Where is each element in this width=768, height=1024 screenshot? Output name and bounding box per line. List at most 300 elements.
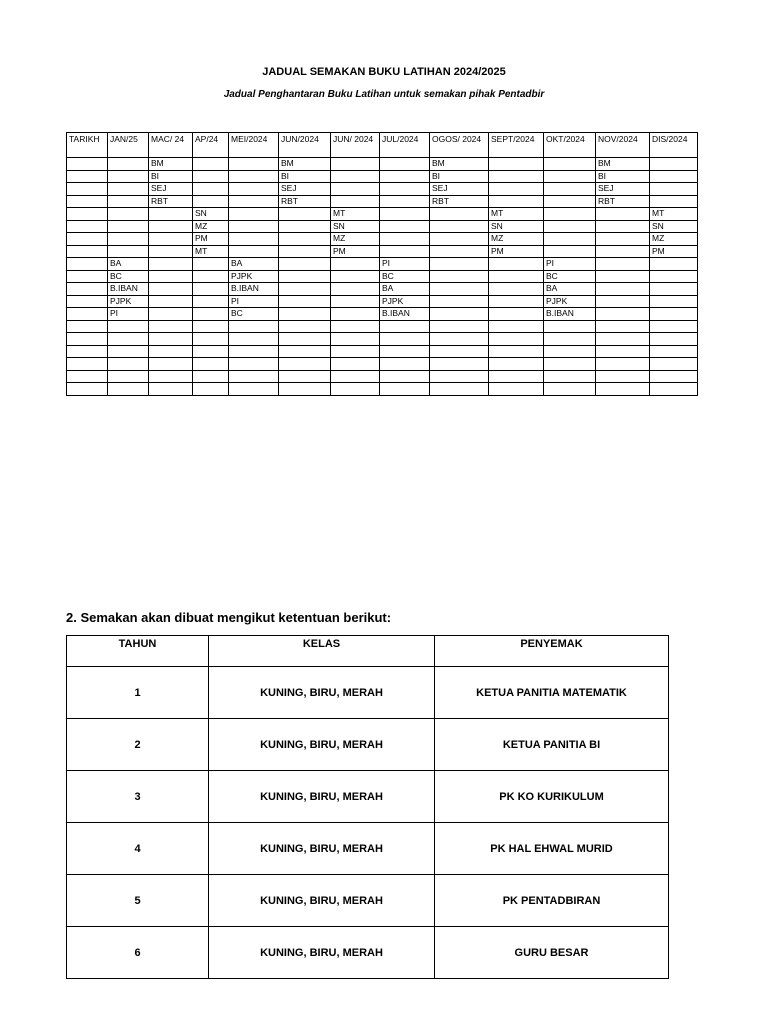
table-cell — [544, 195, 596, 208]
table-row — [67, 170, 698, 183]
table-cell — [331, 308, 380, 321]
table-cell — [331, 170, 380, 183]
table-cell: SN — [331, 220, 380, 233]
table-cell — [331, 158, 380, 171]
table-cell: KETUA PANITIA MATEMATIK — [435, 667, 669, 719]
table-cell — [229, 170, 279, 183]
table-cell: 3 — [67, 771, 209, 823]
table-cell — [229, 358, 279, 371]
table-cell: BA — [229, 258, 279, 271]
table-cell: RBT — [596, 195, 650, 208]
table-cell — [149, 320, 193, 333]
table-cell — [279, 208, 331, 221]
table-cell — [229, 383, 279, 396]
table-cell — [108, 183, 149, 196]
table-cell: RBT — [430, 195, 489, 208]
table-row — [67, 295, 698, 308]
table-cell: KETUA PANITIA BI — [435, 719, 669, 771]
table-row — [67, 270, 698, 283]
table-cell — [67, 320, 108, 333]
table-cell: PJPK — [544, 295, 596, 308]
table-cell — [596, 308, 650, 321]
table-cell — [650, 320, 698, 333]
table-cell — [108, 233, 149, 246]
table-cell: BM — [430, 158, 489, 171]
table-cell — [430, 283, 489, 296]
table-cell — [149, 220, 193, 233]
table-cell — [67, 170, 108, 183]
table-cell — [229, 370, 279, 383]
table-cell — [489, 358, 544, 371]
schedule-column-header: OKT/2024 — [544, 133, 596, 158]
table-row — [67, 195, 698, 208]
table-cell — [279, 333, 331, 346]
table-cell: BI — [430, 170, 489, 183]
table-cell — [279, 220, 331, 233]
table-cell: PJPK — [108, 295, 149, 308]
table-cell — [149, 308, 193, 321]
schedule-column-header: MAC/ 24 — [149, 133, 193, 158]
table-cell — [430, 370, 489, 383]
table-cell: B.IBAN — [544, 308, 596, 321]
table-cell — [279, 383, 331, 396]
table-cell — [193, 183, 229, 196]
schedule-column-header: TARIKH — [67, 133, 108, 158]
table-cell — [279, 245, 331, 258]
table-cell: SEJ — [149, 183, 193, 196]
schedule-header-row — [67, 133, 698, 158]
table-cell — [544, 208, 596, 221]
schedule-column-header: JUL/2024 — [380, 133, 430, 158]
table-cell — [67, 158, 108, 171]
table-row — [67, 183, 698, 196]
table-cell: MT — [331, 208, 380, 221]
table-cell: MZ — [331, 233, 380, 246]
table-cell — [108, 358, 149, 371]
table-cell — [489, 320, 544, 333]
table-cell — [193, 308, 229, 321]
table-cell — [380, 158, 430, 171]
table-cell — [430, 220, 489, 233]
table-cell — [380, 220, 430, 233]
table-cell — [430, 295, 489, 308]
table-row — [67, 333, 698, 346]
table-cell — [596, 208, 650, 221]
table-cell — [67, 308, 108, 321]
table-row — [67, 158, 698, 171]
review-column-header: TAHUN — [67, 636, 209, 667]
table-row — [67, 927, 669, 979]
table-cell — [380, 170, 430, 183]
table-cell — [108, 208, 149, 221]
table-cell: 6 — [67, 927, 209, 979]
table-cell — [149, 295, 193, 308]
table-cell — [650, 283, 698, 296]
table-cell — [229, 333, 279, 346]
table-cell — [596, 283, 650, 296]
table-cell — [193, 158, 229, 171]
table-cell: KUNING, BIRU, MERAH — [209, 927, 435, 979]
table-cell — [489, 333, 544, 346]
table-cell — [331, 370, 380, 383]
table-cell: PK KO KURIKULUM — [435, 771, 669, 823]
table-cell — [430, 333, 489, 346]
table-cell — [193, 320, 229, 333]
table-cell — [650, 270, 698, 283]
table-cell — [380, 320, 430, 333]
table-cell — [108, 245, 149, 258]
table-cell — [596, 295, 650, 308]
table-cell — [489, 295, 544, 308]
table-cell — [430, 383, 489, 396]
table-cell: SEJ — [279, 183, 331, 196]
table-cell: KUNING, BIRU, MERAH — [209, 719, 435, 771]
table-cell — [331, 195, 380, 208]
table-cell — [108, 195, 149, 208]
table-cell: BM — [279, 158, 331, 171]
table-cell — [67, 245, 108, 258]
table-row — [67, 258, 698, 271]
table-cell: B.IBAN — [380, 308, 430, 321]
table-cell — [108, 220, 149, 233]
table-cell — [229, 233, 279, 246]
table-cell: PI — [229, 295, 279, 308]
table-cell — [279, 345, 331, 358]
table-cell — [279, 270, 331, 283]
table-cell — [489, 195, 544, 208]
table-cell — [108, 333, 149, 346]
schedule-column-header: MEI/2024 — [229, 133, 279, 158]
table-cell — [544, 220, 596, 233]
table-cell: PJPK — [380, 295, 430, 308]
document-title: JADUAL SEMAKAN BUKU LATIHAN 2024/2025 — [262, 66, 506, 78]
table-cell: PM — [489, 245, 544, 258]
table-cell — [279, 370, 331, 383]
table-cell: KUNING, BIRU, MERAH — [209, 823, 435, 875]
table-cell: MZ — [650, 233, 698, 246]
table-cell — [279, 258, 331, 271]
document-subtitle: Jadual Penghantaran Buku Latihan untuk semakan pihak Pentadbir — [223, 89, 545, 100]
review-column-header: KELAS — [209, 636, 435, 667]
table-cell — [108, 345, 149, 358]
table-cell — [67, 195, 108, 208]
table-cell — [149, 383, 193, 396]
table-cell — [650, 258, 698, 271]
table-cell — [596, 358, 650, 371]
table-cell — [229, 220, 279, 233]
table-cell — [279, 283, 331, 296]
table-cell — [596, 333, 650, 346]
table-cell: BI — [279, 170, 331, 183]
table-cell — [229, 320, 279, 333]
table-cell: PM — [331, 245, 380, 258]
table-cell — [596, 233, 650, 246]
table-cell — [489, 270, 544, 283]
table-cell — [596, 258, 650, 271]
table-cell — [596, 370, 650, 383]
table-cell — [149, 358, 193, 371]
table-cell — [596, 383, 650, 396]
table-cell — [67, 258, 108, 271]
table-cell — [67, 358, 108, 371]
table-row — [67, 233, 698, 246]
table-cell — [331, 183, 380, 196]
table-cell — [650, 370, 698, 383]
table-cell — [279, 320, 331, 333]
table-cell — [650, 308, 698, 321]
table-cell — [193, 195, 229, 208]
table-cell — [489, 383, 544, 396]
schedule-column-header: JUN/2024 — [279, 133, 331, 158]
table-cell — [279, 358, 331, 371]
table-cell — [489, 170, 544, 183]
table-row — [67, 208, 698, 221]
table-cell: MT — [193, 245, 229, 258]
table-cell — [67, 270, 108, 283]
table-cell — [380, 370, 430, 383]
schedule-column-header: NOV/2024 — [596, 133, 650, 158]
table-cell: KUNING, BIRU, MERAH — [209, 667, 435, 719]
table-row — [67, 220, 698, 233]
table-cell — [193, 258, 229, 271]
table-cell: SEJ — [430, 183, 489, 196]
schedule-table — [66, 132, 698, 396]
table-cell — [108, 320, 149, 333]
table-cell: KUNING, BIRU, MERAH — [209, 771, 435, 823]
table-cell: SN — [650, 220, 698, 233]
table-cell — [149, 283, 193, 296]
table-cell: BA — [108, 258, 149, 271]
table-cell — [67, 233, 108, 246]
table-cell — [544, 370, 596, 383]
table-cell — [67, 295, 108, 308]
table-cell: BM — [596, 158, 650, 171]
table-cell: BC — [108, 270, 149, 283]
table-cell: PI — [380, 258, 430, 271]
schedule-body — [67, 158, 698, 396]
table-row — [67, 719, 669, 771]
table-cell — [193, 333, 229, 346]
table-cell — [67, 283, 108, 296]
table-cell — [229, 158, 279, 171]
table-cell: PM — [193, 233, 229, 246]
table-cell — [489, 345, 544, 358]
table-cell: SEJ — [596, 183, 650, 196]
table-cell: PM — [650, 245, 698, 258]
table-row — [67, 823, 669, 875]
table-cell: MT — [489, 208, 544, 221]
table-cell — [430, 358, 489, 371]
table-cell: SN — [489, 220, 544, 233]
table-cell — [544, 358, 596, 371]
table-cell — [544, 170, 596, 183]
schedule-column-header: OGOS/ 2024 — [430, 133, 489, 158]
table-cell — [544, 333, 596, 346]
table-cell — [489, 370, 544, 383]
table-cell — [331, 383, 380, 396]
table-cell — [229, 245, 279, 258]
table-cell — [430, 233, 489, 246]
table-cell — [193, 270, 229, 283]
table-cell — [489, 308, 544, 321]
table-cell — [331, 270, 380, 283]
table-cell — [67, 370, 108, 383]
table-cell — [380, 245, 430, 258]
table-cell — [380, 383, 430, 396]
table-cell — [229, 208, 279, 221]
table-cell — [650, 345, 698, 358]
table-cell — [279, 308, 331, 321]
table-cell — [489, 183, 544, 196]
table-cell — [380, 208, 430, 221]
table-cell — [279, 295, 331, 308]
table-cell: B.IBAN — [229, 283, 279, 296]
table-cell — [149, 345, 193, 358]
table-cell — [430, 270, 489, 283]
table-cell: BC — [229, 308, 279, 321]
table-cell — [650, 333, 698, 346]
table-cell: PK PENTADBIRAN — [435, 875, 669, 927]
table-cell — [380, 345, 430, 358]
table-cell — [380, 195, 430, 208]
table-cell: MT — [650, 208, 698, 221]
table-cell — [430, 245, 489, 258]
table-cell — [149, 333, 193, 346]
table-cell — [430, 345, 489, 358]
table-cell — [489, 283, 544, 296]
table-cell — [67, 183, 108, 196]
table-cell: RBT — [279, 195, 331, 208]
table-cell — [108, 158, 149, 171]
table-cell — [596, 220, 650, 233]
table-cell: KUNING, BIRU, MERAH — [209, 875, 435, 927]
table-cell — [149, 208, 193, 221]
table-cell — [380, 333, 430, 346]
table-cell — [331, 258, 380, 271]
table-cell — [149, 258, 193, 271]
table-cell — [596, 270, 650, 283]
table-cell — [67, 345, 108, 358]
table-cell — [650, 358, 698, 371]
table-cell — [193, 295, 229, 308]
table-cell: BI — [149, 170, 193, 183]
table-cell — [108, 370, 149, 383]
table-row — [67, 283, 698, 296]
table-cell: BA — [544, 283, 596, 296]
schedule-column-header: JAN/25 — [108, 133, 149, 158]
table-cell — [380, 358, 430, 371]
table-cell — [149, 270, 193, 283]
table-cell: RBT — [149, 195, 193, 208]
table-cell — [596, 345, 650, 358]
table-cell: BC — [380, 270, 430, 283]
table-cell — [331, 283, 380, 296]
table-cell — [430, 208, 489, 221]
table-cell — [380, 183, 430, 196]
table-cell — [193, 170, 229, 183]
review-column-header: PENYEMAK — [435, 636, 669, 667]
table-cell — [229, 345, 279, 358]
review-table — [66, 635, 669, 979]
table-cell — [67, 208, 108, 221]
schedule-column-header: DIS/2024 — [650, 133, 698, 158]
table-cell — [193, 370, 229, 383]
table-cell — [650, 183, 698, 196]
table-cell — [380, 233, 430, 246]
table-cell — [544, 320, 596, 333]
table-cell: BA — [380, 283, 430, 296]
table-cell — [650, 158, 698, 171]
table-cell — [650, 195, 698, 208]
table-cell: GURU BESAR — [435, 927, 669, 979]
table-cell: 4 — [67, 823, 209, 875]
table-cell: 1 — [67, 667, 209, 719]
table-cell — [149, 233, 193, 246]
table-cell: PK HAL EHWAL MURID — [435, 823, 669, 875]
table-cell: PJPK — [229, 270, 279, 283]
table-cell — [430, 308, 489, 321]
table-cell — [544, 345, 596, 358]
table-cell — [544, 233, 596, 246]
table-cell — [108, 383, 149, 396]
table-cell — [331, 333, 380, 346]
table-cell — [544, 183, 596, 196]
table-cell: 2 — [67, 719, 209, 771]
table-cell — [67, 383, 108, 396]
table-cell — [193, 383, 229, 396]
table-cell: BI — [596, 170, 650, 183]
table-row — [67, 245, 698, 258]
table-row — [67, 370, 698, 383]
review-body — [67, 667, 669, 979]
schedule-column-header: JUN/ 2024 — [331, 133, 380, 158]
table-cell — [193, 345, 229, 358]
table-cell — [596, 320, 650, 333]
table-cell — [149, 245, 193, 258]
schedule-column-header: AP/24 — [193, 133, 229, 158]
table-cell — [650, 383, 698, 396]
table-cell — [193, 283, 229, 296]
table-cell — [650, 170, 698, 183]
table-row — [67, 358, 698, 371]
table-cell: 5 — [67, 875, 209, 927]
table-cell — [489, 258, 544, 271]
table-cell — [279, 233, 331, 246]
table-cell — [544, 245, 596, 258]
table-row — [67, 383, 698, 396]
table-cell: B.IBAN — [108, 283, 149, 296]
table-cell — [149, 370, 193, 383]
table-cell — [331, 358, 380, 371]
table-cell — [430, 258, 489, 271]
section-2-heading: 2. Semakan akan dibuat mengikut ketentuan berikut: — [66, 610, 392, 625]
table-cell — [229, 183, 279, 196]
table-cell — [544, 158, 596, 171]
table-cell — [331, 345, 380, 358]
table-cell: SN — [193, 208, 229, 221]
table-cell — [544, 383, 596, 396]
table-cell: MZ — [193, 220, 229, 233]
table-cell — [67, 333, 108, 346]
table-cell: PI — [108, 308, 149, 321]
table-row — [67, 345, 698, 358]
table-cell — [596, 245, 650, 258]
table-row — [67, 771, 669, 823]
table-cell — [331, 295, 380, 308]
table-cell — [67, 220, 108, 233]
review-header-row — [67, 636, 669, 667]
table-cell: BC — [544, 270, 596, 283]
